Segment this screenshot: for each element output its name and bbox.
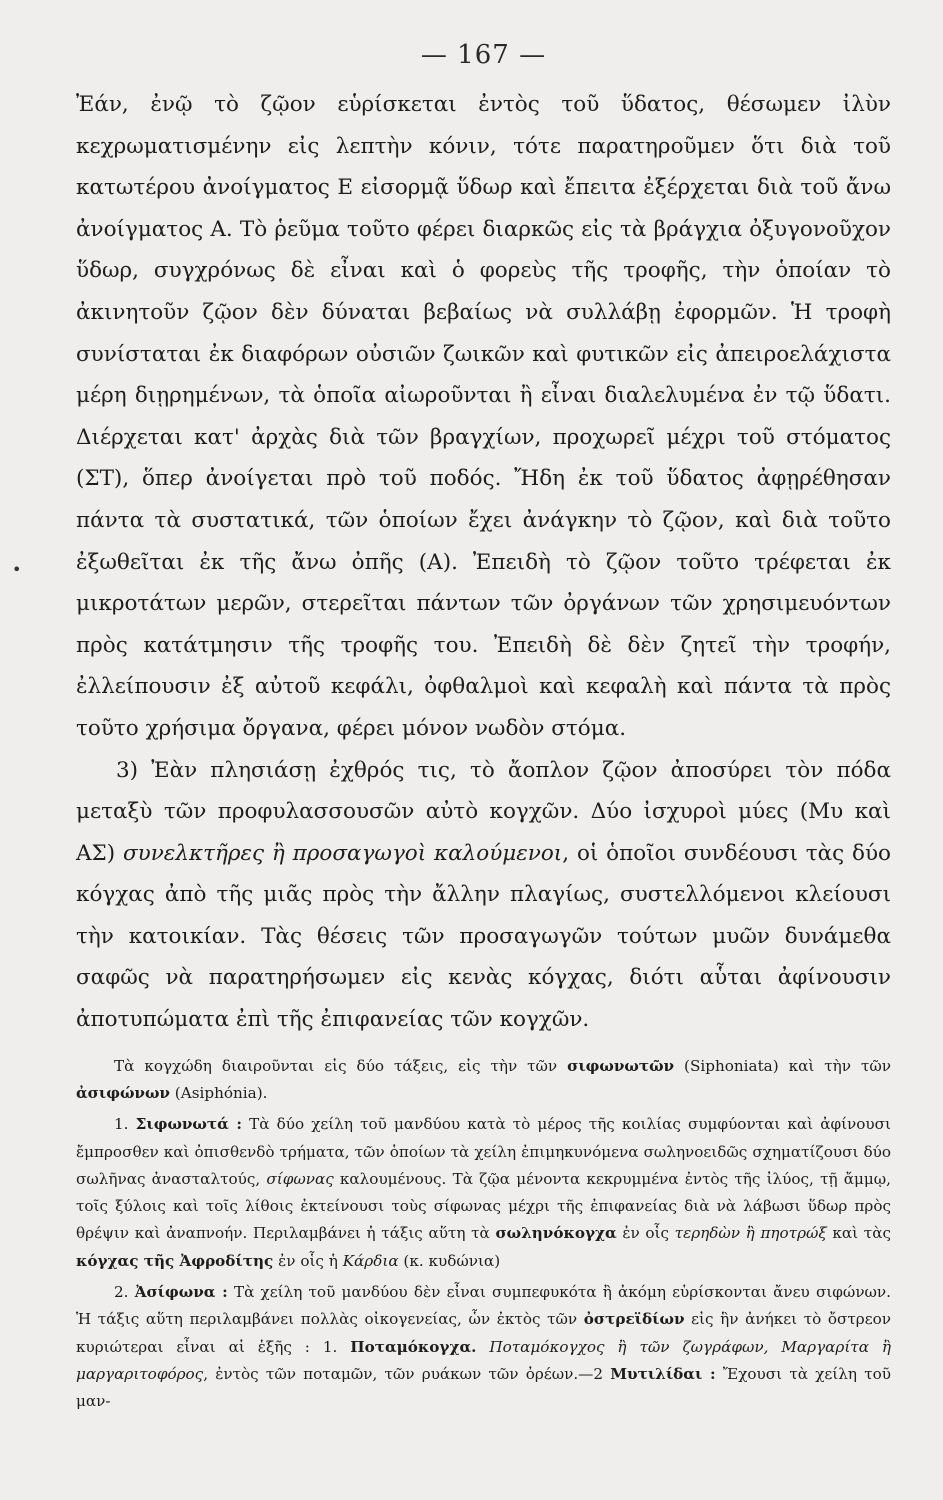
main-text <box>76 84 891 1041</box>
item-italic: Κάρδια <box>342 1251 399 1270</box>
item-term: Ποταμόκογχα. <box>350 1337 477 1356</box>
term-asiphonia: ἀσιφώνων <box>76 1083 170 1102</box>
intro-text-3: (Asiphónia). <box>169 1083 268 1102</box>
paragraph-3-italic: συνελκτῆρες ἢ προσαγωγοὶ καλούμενοι <box>122 840 563 866</box>
item-heading: Ἀσίφωνα : <box>134 1283 228 1302</box>
paragraph-3-text: 3) Ἐὰν πλησιάσῃ ἐχθρός τις, τὸ ἄοπλον ζῷον ἀποσύρει τὸν πόδα μεταξὺ τῶν προφυλασσουσῶν αὐτὸ κογχῶν. Δύο ἰσχυροὶ μύες (Μυ καὶ ΑΣ) <box>76 757 891 866</box>
item-text: καλουμένους. Τὰ ζῷα μένοντα κεκρυμμένα ἐντὸς τῆς ἰλύος, τῇ ἄμμῳ, τοῖς ξύλοις καὶ τοῖς λίθοις ἐκτείνουσι τοὺς σίφωνας μέχρι τῆς ἐπιφανείας διὰ νὰ λάβωσι ὕδωρ πρὸς θρέψιν καὶ ἀναπνοήν. Περιλαμβάνει ἡ τάξις αὕτη τὰ <box>76 1169 891 1243</box>
item-number: 2. <box>114 1283 135 1302</box>
item-text: ἐν οἷς ἡ <box>273 1251 343 1270</box>
class-2-asiphonia <box>76 1279 891 1415</box>
item-term: σωληνόκογχα <box>495 1224 617 1243</box>
paragraph-1: Ἐάν, ἐνῷ τὸ ζῷον εὑρίσκεται ἐντὸς τοῦ ὕδατος, θέσωμεν ἰλὺν κεχρωματισμένην εἰς λεπτὴν κόνιν, τότε παρατηροῦμεν ὅτι διὰ τοῦ κατωτέρου ἀνοίγματος Ε εἰσορμᾷ ὕδωρ καὶ ἔπειτα ἐξέρχεται διὰ τοῦ ἄνω ἀνοίγματος Α. Τὸ ῥεῦμα τοῦτο φέρει διαρκῶς εἰς τὰ βράγχια ὀξυγονοῦχον ὕδωρ, συγχρόνως δὲ εἶναι καὶ ὁ φορεὺς τῆς τροφῆς, τὴν ὁποίαν τὸ ἀκινητοῦν ζῷον δὲν δύναται βεβαίως νὰ συλλάβῃ ἐφορμῶν. Ἡ τροφὴ συνίσταται ἐκ διαφόρων οὐσιῶν ζωικῶν καὶ φυτικῶν εἰς ἀπειροελάχιστα μέρη διῃρημένων, τὰ ὁποῖα αἰωροῦνται ἢ εἶναι διαλελυμένα ἐν τῷ ὕδατι. Διέρχεται κατ' ἀρχὰς διὰ τῶν βραγχίων, προχωρεῖ μέχρι τοῦ στόματος (ΣΤ), ὅπερ ἀνοίγεται πρὸ τοῦ ποδός. Ἤδη ἐκ τοῦ ὕδατος ἀφῃρέθησαν πάντα τὰ συστατικά, τῶν ὁποίων ἔχει ἀνάγκην τὸ ζῷον, καὶ διὰ τοῦτο ἐξωθεῖται ἐκ τῆς ἄνω ὀπῆς (Α). Ἐπειδὴ τὸ ζῷον τοῦτο τρέφεται ἐκ μικροτάτων μερῶν, στερεῖται πάντων τῶν ὀργάνων τῶν χρησιμευόντων πρὸς κατάτμησιν τῆς τροφῆς του. Ἐπειδὴ δὲ δὲν ζητεῖ τὴν τροφήν, ἐλλείπουσιν ἐξ αὐτοῦ κεφάλι, ὀφθαλμοὶ καὶ κεφαλὴ καὶ πάντα τὰ πρὸς τοῦτο χρήσιμα ὄργανα, φέρει μόνον νωδὸν στόμα. <box>76 92 891 741</box>
item-text <box>476 1338 489 1356</box>
class-1-siphoniata <box>76 1111 891 1275</box>
paragraph-3-rest: , οἱ ὁποῖοι συνδέουσι τὰς δύο κόγχας ἀπὸ τῆς μιᾶς πρὸς τὴν ἄλλην πλαγίως, συστελλόμενοι κλείουσι τὴν κατοικίαν. Τὰς θέσεις τῶν προσαγωγῶν τούτων μυῶν δυνάμεθα σαφῶς νὰ παρατηρήσωμεν εἰς κενὰς κόγχας, διότι αὗται ἀφίνουσιν ἀποτυπώματα ἐπὶ τῆς ἐπιφανείας τῶν κογχῶν. <box>76 840 892 1033</box>
item-text: εἰς ἣν ἀνήκει τὸ ὄστρεον κυριώτεραι εἶναι αἱ ἑξῆς : 1. <box>76 1310 891 1356</box>
page-number: — 167 — <box>420 40 547 70</box>
item-text: καὶ τὰς <box>826 1224 891 1243</box>
item-text: ἐν οἷς <box>616 1224 675 1243</box>
term-siphoniata: σιφωνωτῶν <box>567 1056 675 1075</box>
item-text: Ἔχουσι τὰ χείλη τοῦ μαν- <box>76 1364 891 1411</box>
paragraph-3 <box>76 750 891 1041</box>
classification-notes <box>76 1053 891 1416</box>
item-italic: Ποταμόκογχος ἢ τῶν ζωγράφων, Μαργαρίτα ἢ μαργαριτοφόρος <box>76 1337 892 1383</box>
intro-text-2: (Siphoniata) καὶ τὴν τῶν <box>674 1056 891 1075</box>
item-text: , ἐντὸς τῶν ποταμῶν, τῶν ρυάκων τῶν ὀρέων.—2 <box>203 1364 611 1383</box>
intro-text: Τὰ κογχώδη διαιροῦνται εἰς δύο τάξεις, εἰς τὴν τῶν <box>114 1056 568 1075</box>
item-italic: σίφωνας <box>266 1169 334 1188</box>
item-term: ὀστρεϊδίων <box>583 1310 685 1329</box>
item-italic: τερηδὼν ἢ πηοτρώξ <box>674 1224 827 1243</box>
item-text: Τὰ χείλη τοῦ μανδύου δὲν εἶναι συμπεφυκότα ἢ ἀκόμη εὑρίσκονται ἄνευ σιφώνων. Ἡ τάξις αὕτη περιλαμβάνει πολλὰς οἰκογενείας, ὧν ἐκτὸς τῶν <box>76 1283 891 1329</box>
item-heading: Σιφωνωτά : <box>135 1115 242 1134</box>
classes-intro <box>76 1053 891 1108</box>
item-number: 1. <box>114 1115 136 1134</box>
item-term: Μυτιλίδαι : <box>610 1364 716 1383</box>
item-text: Τὰ δύο χείλη τοῦ μανδύου κατὰ τὸ μέρος τῆς κοιλίας συμφύονται καὶ ἀφίνουσι ἔμπροσθεν καὶ ὀπισθενδὸ τρήματα, τῶν ὁποίων τὰ χείλη ἐπιμηκυνόμενα σωληνοειδῶς σχηματίζουσι δύο σωλῆνας ἀνασταλτούς, <box>76 1115 891 1188</box>
item-term: κόγχας τῆς Ἀφροδίτης <box>76 1251 274 1270</box>
margin-dot: • <box>12 560 22 579</box>
item-text: (κ. κυδώνια) <box>398 1251 501 1270</box>
